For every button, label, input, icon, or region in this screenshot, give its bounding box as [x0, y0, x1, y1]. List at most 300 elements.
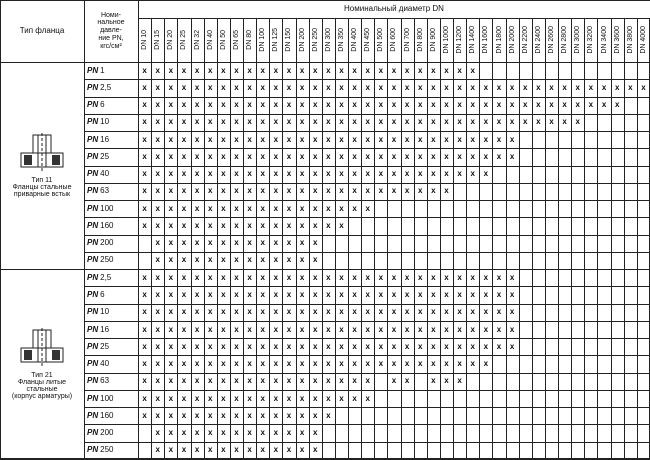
pressure-cell — [84, 166, 138, 183]
availability-mark: x — [260, 324, 265, 334]
availability-mark: x — [391, 341, 397, 351]
availability-mark: x — [247, 65, 252, 75]
availability-mark: x — [207, 410, 213, 420]
availability-mark: x — [444, 186, 449, 196]
availability-mark: x — [365, 341, 370, 351]
availability-mark: x — [181, 428, 187, 438]
dn-column-header — [611, 18, 624, 62]
dn-column-label: DN 32 — [193, 30, 201, 50]
availability-mark: x — [194, 324, 200, 334]
availability-mark: x — [326, 307, 331, 317]
pn-prefix: PN — [87, 65, 99, 75]
pn-value: 250 — [100, 255, 114, 265]
availability-mark: x — [326, 82, 331, 92]
availability-mark: x — [588, 100, 594, 110]
availability-mark: x — [365, 203, 370, 213]
availability-mark: x — [286, 151, 292, 161]
dn-col-divider — [571, 18, 572, 459]
availability-mark: x — [470, 65, 475, 75]
availability-mark: x — [312, 238, 318, 248]
availability-mark: x — [260, 220, 265, 230]
availability-mark: x — [194, 428, 200, 438]
availability-mark: x — [312, 151, 318, 161]
availability-mark: x — [194, 186, 200, 196]
availability-mark: x — [207, 324, 213, 334]
availability-mark: x — [339, 151, 344, 161]
dn-column-header — [322, 18, 335, 62]
availability-mark: x — [378, 186, 384, 196]
availability-mark: x — [286, 65, 292, 75]
availability-mark: x — [326, 169, 331, 179]
availability-mark: x — [299, 376, 305, 386]
availability-mark: x — [339, 100, 344, 110]
availability-mark: x — [352, 376, 357, 386]
availability-mark: x — [365, 65, 370, 75]
availability-mark: x — [418, 324, 423, 334]
availability-mark: x — [168, 255, 174, 265]
availability-mark: x — [431, 169, 436, 179]
availability-mark: x — [273, 445, 279, 455]
availability-mark: x — [299, 307, 305, 317]
pn-prefix: PN — [87, 169, 99, 179]
availability-mark: x — [326, 359, 331, 369]
dn-column-header — [584, 18, 597, 62]
availability-mark: x — [299, 428, 305, 438]
availability-mark: x — [378, 324, 384, 334]
availability-mark: x — [378, 65, 384, 75]
availability-mark: x — [273, 238, 279, 248]
dn-col-divider — [348, 18, 349, 459]
availability-mark: x — [365, 117, 370, 127]
availability-mark: x — [273, 186, 279, 196]
availability-mark: x — [260, 151, 265, 161]
flange-type-text: Тип 11 — [31, 177, 53, 185]
availability-mark: x — [155, 410, 160, 420]
availability-mark: x — [194, 290, 200, 300]
availability-mark: x — [444, 151, 449, 161]
availability-mark: x — [181, 220, 187, 230]
availability-mark: x — [181, 151, 187, 161]
pn-value: 1 — [100, 65, 105, 75]
availability-mark: x — [299, 272, 305, 282]
pn-value: 160 — [100, 220, 114, 230]
availability-mark: x — [299, 410, 305, 420]
availability-mark: x — [418, 341, 423, 351]
dn-column-header — [532, 18, 545, 62]
availability-mark: x — [378, 272, 384, 282]
availability-mark: x — [431, 117, 436, 127]
availability-mark: x — [365, 290, 370, 300]
availability-mark: x — [194, 151, 200, 161]
availability-mark: x — [181, 376, 187, 386]
availability-mark: x — [286, 238, 292, 248]
pn-prefix: PN — [87, 307, 99, 317]
availability-mark: x — [221, 359, 226, 369]
dn-column-label: DN 500 — [377, 28, 385, 52]
dn-column-header — [151, 18, 164, 62]
availability-mark: x — [194, 410, 200, 420]
availability-mark: x — [365, 151, 370, 161]
availability-mark: x — [391, 324, 397, 334]
availability-mark: x — [339, 82, 344, 92]
availability-mark: x — [509, 324, 515, 334]
availability-mark: x — [194, 220, 200, 230]
availability-mark: x — [391, 272, 397, 282]
availability-mark: x — [247, 186, 252, 196]
availability-mark: x — [221, 290, 226, 300]
pn-prefix: PN — [87, 203, 99, 213]
pn-value: 25 — [100, 341, 110, 351]
availability-mark: x — [168, 290, 174, 300]
availability-mark: x — [181, 186, 187, 196]
availability-mark: x — [247, 376, 252, 386]
dn-col-divider — [532, 18, 533, 459]
availability-mark: x — [444, 376, 449, 386]
availability-mark: x — [207, 65, 213, 75]
dn-column-label: DN 3200 — [587, 26, 595, 54]
availability-mark: x — [523, 82, 528, 92]
pressure-cell — [84, 62, 138, 79]
availability-mark: x — [155, 169, 160, 179]
availability-mark: x — [142, 203, 147, 213]
availability-mark: x — [207, 169, 213, 179]
dn-column-header — [217, 18, 230, 62]
availability-mark: x — [549, 100, 554, 110]
flange-type-11-icon — [19, 133, 65, 173]
availability-mark: x — [299, 445, 305, 455]
availability-mark: x — [391, 376, 397, 386]
availability-mark: x — [352, 359, 357, 369]
pn-prefix: PN — [87, 100, 99, 110]
availability-mark: x — [247, 359, 252, 369]
dn-column-header — [414, 18, 427, 62]
availability-mark: x — [155, 290, 160, 300]
availability-mark: x — [234, 359, 239, 369]
availability-mark: x — [155, 393, 160, 403]
availability-mark: x — [234, 82, 239, 92]
availability-mark: x — [404, 82, 410, 92]
availability-mark: x — [457, 307, 462, 317]
pn-value: 63 — [100, 186, 110, 196]
availability-mark: x — [234, 117, 239, 127]
availability-mark: x — [221, 445, 226, 455]
dn-col-divider — [282, 18, 283, 459]
availability-mark: x — [431, 65, 436, 75]
availability-mark: x — [234, 272, 239, 282]
availability-mark: x — [194, 255, 200, 265]
availability-mark: x — [181, 82, 187, 92]
availability-mark: x — [299, 117, 305, 127]
pn-value: 160 — [100, 410, 114, 420]
availability-mark: x — [142, 169, 147, 179]
availability-mark: x — [234, 341, 239, 351]
dn-column-label: DN 4000 — [639, 26, 647, 54]
availability-mark: x — [418, 65, 423, 75]
availability-mark: x — [181, 238, 187, 248]
availability-mark: x — [221, 169, 226, 179]
availability-mark: x — [326, 324, 331, 334]
availability-mark: x — [470, 341, 475, 351]
availability-mark: x — [260, 341, 265, 351]
availability-mark: x — [221, 238, 226, 248]
availability-mark: x — [509, 100, 515, 110]
availability-mark: x — [457, 341, 462, 351]
availability-mark: x — [312, 290, 318, 300]
dn-col-divider — [374, 18, 375, 459]
availability-mark: x — [260, 359, 265, 369]
availability-mark: x — [312, 100, 318, 110]
availability-mark: x — [247, 238, 252, 248]
dn-header-divider — [138, 18, 650, 19]
availability-mark: x — [509, 82, 515, 92]
availability-mark: x — [234, 186, 239, 196]
availability-mark: x — [181, 341, 187, 351]
availability-mark: x — [181, 100, 187, 110]
dn-col-divider — [256, 18, 257, 459]
availability-mark: x — [207, 445, 213, 455]
dn-column-label: DN 300 — [324, 28, 332, 52]
availability-mark: x — [168, 410, 174, 420]
availability-mark: x — [194, 341, 200, 351]
availability-mark: x — [509, 117, 515, 127]
availability-mark: x — [260, 272, 265, 282]
availability-mark: x — [155, 117, 160, 127]
availability-mark: x — [286, 376, 292, 386]
availability-mark: x — [312, 359, 318, 369]
availability-mark: x — [155, 376, 160, 386]
dn-column-label: DN 800 — [416, 28, 424, 52]
availability-mark: x — [431, 376, 436, 386]
availability-mark: x — [247, 272, 252, 282]
availability-mark: x — [194, 272, 200, 282]
availability-mark: x — [470, 290, 475, 300]
availability-mark: x — [312, 255, 318, 265]
availability-mark: x — [247, 445, 252, 455]
availability-mark: x — [299, 186, 305, 196]
pn-value: 10 — [100, 307, 110, 317]
pressure-line-2: давле- — [100, 27, 122, 35]
availability-mark: x — [234, 255, 239, 265]
availability-mark: x — [391, 359, 397, 369]
availability-mark: x — [391, 100, 397, 110]
pressure-cell — [84, 131, 138, 148]
availability-mark: x — [260, 393, 265, 403]
availability-mark: x — [418, 186, 423, 196]
availability-mark: x — [339, 376, 344, 386]
dn-col-divider — [545, 18, 546, 459]
availability-mark: x — [273, 359, 279, 369]
dn-column-label: DN 3800 — [626, 26, 634, 54]
availability-mark: x — [404, 272, 410, 282]
availability-mark: x — [194, 445, 200, 455]
availability-mark: x — [365, 393, 370, 403]
availability-mark: x — [299, 341, 305, 351]
availability-mark: x — [286, 117, 292, 127]
dn-column-label: DN 150 — [285, 28, 293, 52]
dn-column-header — [335, 18, 348, 62]
availability-mark: x — [391, 65, 397, 75]
dn-column-label: DN 40 — [206, 30, 214, 50]
availability-mark: x — [509, 272, 515, 282]
availability-mark: x — [207, 376, 213, 386]
availability-mark: x — [234, 151, 239, 161]
availability-mark: x — [378, 169, 384, 179]
availability-mark: x — [168, 272, 174, 282]
availability-mark: x — [286, 255, 292, 265]
dn-column-header — [519, 18, 532, 62]
availability-mark: x — [326, 393, 331, 403]
header-flange-type: Тип фланца — [19, 26, 65, 35]
availability-mark: x — [247, 428, 252, 438]
availability-mark: x — [444, 82, 449, 92]
availability-mark: x — [181, 445, 187, 455]
availability-mark: x — [418, 82, 423, 92]
availability-mark: x — [483, 134, 489, 144]
availability-mark: x — [247, 117, 252, 127]
availability-mark: x — [168, 134, 174, 144]
availability-mark: x — [260, 203, 265, 213]
availability-mark: x — [352, 151, 357, 161]
availability-mark: x — [247, 324, 252, 334]
flange-type-cell — [0, 269, 84, 459]
availability-mark: x — [352, 186, 357, 196]
availability-mark: x — [352, 100, 357, 110]
availability-mark: x — [142, 307, 147, 317]
availability-mark: x — [418, 100, 423, 110]
availability-mark: x — [207, 100, 213, 110]
availability-mark: x — [339, 134, 344, 144]
dn-column-label: DN 1200 — [456, 26, 464, 54]
availability-mark: x — [404, 100, 410, 110]
availability-mark: x — [155, 186, 160, 196]
availability-mark: x — [391, 82, 397, 92]
availability-mark: x — [142, 410, 147, 420]
availability-mark: x — [221, 100, 226, 110]
availability-mark: x — [562, 100, 567, 110]
availability-mark: x — [470, 100, 475, 110]
availability-mark: x — [181, 169, 187, 179]
availability-mark: x — [155, 134, 160, 144]
availability-mark: x — [194, 307, 200, 317]
availability-mark: x — [260, 445, 265, 455]
flange-type-text: (корпус арматуры) — [11, 393, 73, 401]
dn-col-divider — [217, 18, 218, 459]
availability-mark: x — [339, 169, 344, 179]
availability-mark: x — [457, 151, 462, 161]
availability-mark: x — [207, 82, 213, 92]
availability-mark: x — [588, 82, 594, 92]
border-top — [0, 0, 650, 1]
availability-mark: x — [339, 65, 344, 75]
availability-mark: x — [168, 238, 174, 248]
dn-col-divider — [479, 18, 480, 459]
availability-mark: x — [155, 307, 160, 317]
availability-mark: x — [352, 169, 357, 179]
availability-mark: x — [391, 117, 397, 127]
availability-mark: x — [418, 290, 423, 300]
availability-mark: x — [562, 82, 567, 92]
availability-mark: x — [457, 134, 462, 144]
availability-mark: x — [247, 203, 252, 213]
availability-mark: x — [155, 65, 160, 75]
availability-mark: x — [431, 307, 436, 317]
availability-mark: x — [155, 203, 160, 213]
availability-mark: x — [260, 290, 265, 300]
availability-mark: x — [194, 359, 200, 369]
availability-mark: x — [470, 169, 475, 179]
availability-mark: x — [273, 82, 279, 92]
availability-mark: x — [247, 100, 252, 110]
availability-mark: x — [273, 203, 279, 213]
availability-mark: x — [234, 203, 239, 213]
availability-mark: x — [536, 117, 541, 127]
availability-mark: x — [221, 82, 226, 92]
pn-value: 40 — [100, 169, 110, 179]
availability-mark: x — [273, 220, 279, 230]
availability-mark: x — [312, 220, 318, 230]
availability-mark: x — [523, 117, 528, 127]
availability-mark: x — [404, 134, 410, 144]
dn-column-header — [309, 18, 322, 62]
pn-prefix: PN — [87, 238, 99, 248]
pressure-cell — [84, 286, 138, 303]
availability-mark: x — [207, 238, 213, 248]
pn-value: 2,5 — [100, 272, 112, 282]
availability-mark: x — [418, 307, 423, 317]
dn-col-divider — [414, 18, 415, 459]
availability-mark: x — [181, 272, 187, 282]
availability-mark: x — [365, 324, 370, 334]
availability-mark: x — [457, 169, 462, 179]
dn-col-divider — [151, 18, 152, 459]
availability-mark: x — [312, 272, 318, 282]
availability-mark: x — [483, 272, 489, 282]
dn-col-divider — [243, 18, 244, 459]
availability-mark: x — [286, 307, 292, 317]
pressure-cell — [84, 321, 138, 338]
availability-mark: x — [286, 272, 292, 282]
availability-mark: x — [496, 134, 502, 144]
availability-mark: x — [339, 393, 344, 403]
availability-mark: x — [299, 324, 305, 334]
pn-prefix: PN — [87, 134, 99, 144]
availability-mark: x — [326, 341, 331, 351]
availability-mark: x — [273, 341, 279, 351]
availability-mark: x — [326, 290, 331, 300]
availability-mark: x — [155, 151, 160, 161]
availability-mark: x — [168, 428, 174, 438]
availability-mark: x — [260, 238, 265, 248]
availability-mark: x — [536, 82, 541, 92]
availability-mark: x — [352, 134, 357, 144]
availability-mark: x — [457, 359, 462, 369]
availability-mark: x — [496, 324, 502, 334]
availability-mark: x — [234, 238, 239, 248]
availability-mark: x — [181, 393, 187, 403]
availability-mark: x — [194, 134, 200, 144]
pn-col-divider — [138, 0, 139, 459]
availability-mark: x — [273, 272, 279, 282]
availability-mark: x — [181, 255, 187, 265]
availability-mark: x — [155, 359, 160, 369]
availability-mark: x — [221, 410, 226, 420]
availability-mark: x — [221, 220, 226, 230]
flange-type-text: стальные — [26, 386, 58, 394]
availability-mark: x — [273, 324, 279, 334]
availability-mark: x — [260, 82, 265, 92]
availability-mark: x — [221, 393, 226, 403]
flange-type-text: Фланцы стальные — [12, 184, 72, 192]
